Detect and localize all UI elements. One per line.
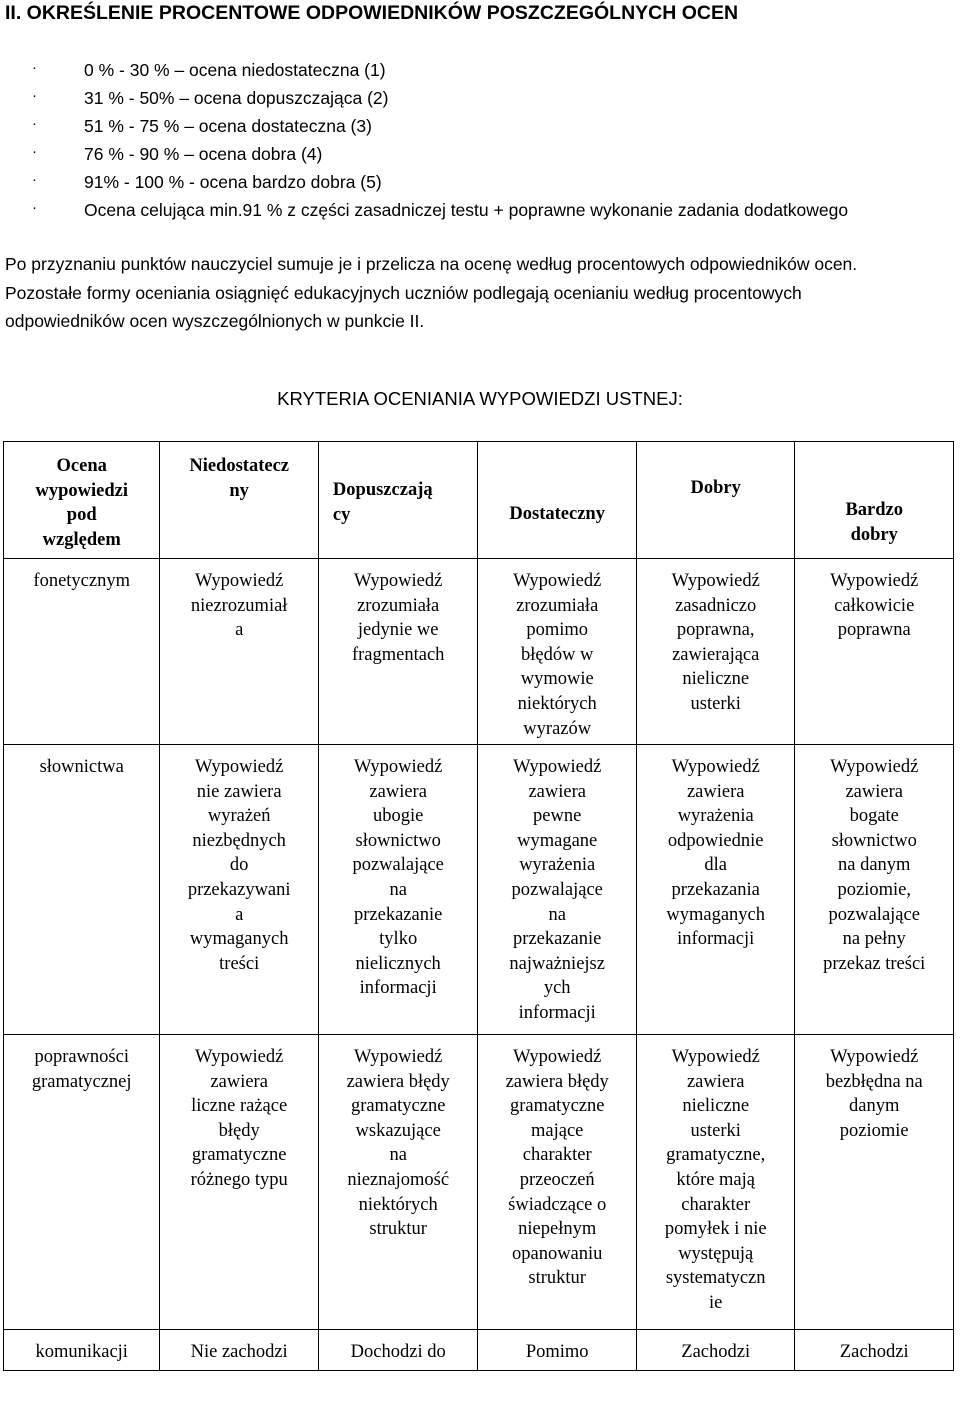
- cell-line: Dopuszczają: [332, 480, 433, 500]
- bullet-icon: ·: [32, 87, 37, 104]
- aspect-cell: [4, 745, 160, 1035]
- bullet-icon: ·: [32, 115, 37, 132]
- cell-line: przekazywani: [187, 879, 291, 900]
- cell-line: słownictwo: [831, 830, 917, 851]
- criteria-cell: [318, 745, 478, 1035]
- cell-line: zawiera: [686, 781, 745, 802]
- cell-line: które mają: [676, 1169, 755, 1190]
- cell-line: usterki: [690, 1120, 741, 1141]
- bullet-icon: ·: [32, 59, 37, 76]
- cell-line: niektórych: [517, 693, 597, 714]
- table-header-row: [4, 442, 954, 559]
- cell-line: jedynie we: [357, 620, 439, 641]
- criteria-cell: [160, 745, 319, 1035]
- cell-line: bogate: [849, 806, 899, 827]
- aspect-cell: [4, 1035, 160, 1330]
- aspect-cell: [4, 1330, 160, 1371]
- cell-line: zrozumiała: [357, 595, 440, 616]
- cell-line: mające: [531, 1120, 584, 1141]
- cell-line: poziomie,: [837, 879, 911, 900]
- cell-line: wyrażenia: [519, 855, 596, 876]
- criteria-cell: [160, 559, 319, 745]
- cell-line: przeoczeń: [519, 1169, 595, 1190]
- table-row: [4, 1330, 954, 1371]
- cell-line: informacji: [518, 1002, 596, 1023]
- cell-line: poprawna,: [676, 620, 755, 641]
- criteria-title: KRYTERIA OCENIANIA WYPOWIEDZI USTNEJ:: [277, 388, 683, 409]
- cell-line: pomimo: [526, 620, 589, 641]
- cell-line: wypowiedzi: [35, 480, 128, 501]
- cell-line: wyrażeń: [207, 806, 271, 827]
- cell-line: zawiera: [686, 1071, 745, 1092]
- cell-line: niezrozumiał: [190, 595, 288, 616]
- cell-line: odpowiednie: [667, 830, 764, 851]
- criteria-cell: [478, 1330, 637, 1371]
- cell-line: ych: [543, 978, 571, 999]
- criteria-cell: [636, 559, 795, 745]
- criteria-cell: [478, 1035, 637, 1330]
- cell-line: bezbłędna na: [825, 1071, 923, 1092]
- cell-line: wskazujące: [355, 1120, 441, 1141]
- cell-line: charakter: [522, 1145, 592, 1166]
- cell-line: przekaz treści: [823, 953, 926, 974]
- cell-line: nieliczne: [682, 669, 750, 690]
- cell-line: Wypowiedź: [830, 1047, 919, 1067]
- cell-line: charakter: [681, 1194, 751, 1215]
- cell-line: ie: [709, 1292, 723, 1313]
- cell-line: Ocena: [56, 456, 107, 476]
- cell-line: do: [229, 855, 249, 876]
- cell-line: błędów w: [520, 644, 594, 665]
- criteria-cell: [795, 745, 954, 1035]
- cell-line: wyrazów: [523, 718, 592, 739]
- cell-line: przekazanie: [513, 929, 602, 950]
- criteria-cell: [318, 1035, 478, 1330]
- cell-line: względem: [42, 529, 121, 550]
- cell-line: zawiera: [210, 1071, 268, 1092]
- cell-line: pozwalające: [511, 879, 603, 900]
- cell-line: pewne: [533, 806, 582, 827]
- cell-line: usterki: [690, 693, 741, 714]
- cell-line: fragmentach: [351, 644, 445, 665]
- cell-line: treści: [219, 953, 260, 974]
- cell-line: nie zawiera: [196, 781, 282, 802]
- cell-line: komunikacji: [35, 1342, 128, 1362]
- cell-line: Dochodzi do: [350, 1342, 446, 1362]
- cell-line: niepełnym: [518, 1219, 597, 1240]
- cell-line: a: [235, 620, 244, 641]
- cell-line: poziomie: [839, 1120, 909, 1141]
- cell-line: gramatyczne: [350, 1096, 446, 1117]
- cell-line: dla: [704, 855, 727, 876]
- cell-line: cy: [332, 504, 351, 525]
- cell-line: przekazanie: [354, 904, 443, 925]
- cell-line: na: [548, 904, 566, 925]
- cell-line: struktur: [369, 1219, 427, 1240]
- cell-line: informacji: [677, 929, 755, 950]
- cell-line: niektórych: [358, 1194, 438, 1215]
- cell-line: gramatycznej: [31, 1071, 132, 1092]
- cell-line: wymaganych: [666, 904, 766, 925]
- cell-line: wyrażenia: [677, 806, 754, 827]
- cell-line: błędy: [218, 1120, 260, 1141]
- cell-line: zawiera: [369, 781, 427, 802]
- criteria-cell: [795, 559, 954, 745]
- cell-line: na: [389, 1145, 407, 1166]
- cell-line: zawiera: [845, 781, 903, 802]
- cell-line: pozwalające: [352, 855, 444, 876]
- paragraph-line: odpowiedników ocen wyszczególnionych w punkcie II.: [5, 311, 425, 331]
- cell-line: pozwalające: [828, 904, 920, 925]
- header-cell: [636, 442, 795, 559]
- cell-line: najważniejsz: [509, 953, 605, 974]
- cell-line: Pomimo: [525, 1342, 589, 1362]
- cell-line: systematyczn: [665, 1268, 766, 1289]
- criteria-table: [3, 441, 954, 1371]
- criteria-cell: [478, 559, 637, 745]
- cell-line: pod: [66, 505, 97, 526]
- cell-line: zawiera błędy: [505, 1071, 609, 1092]
- cell-line: dobry: [850, 524, 898, 545]
- header-cell: [318, 442, 478, 559]
- cell-line: różnego typu: [190, 1169, 288, 1190]
- cell-line: danym: [849, 1096, 900, 1117]
- paragraph-line: Pozostałe formy oceniania osiągnięć edukacyjnych uczniów podlegają ocenianiu według procentowych: [5, 283, 802, 303]
- cell-line: na: [389, 879, 407, 900]
- table-row: [4, 1035, 954, 1330]
- cell-line: niezbędnych: [192, 830, 286, 851]
- criteria-cell: [795, 1035, 954, 1330]
- header-cell: [4, 442, 160, 559]
- cell-line: przekazania: [671, 879, 760, 900]
- criteria-cell: [318, 1330, 478, 1371]
- cell-line: Wypowiedź: [195, 571, 284, 591]
- cell-line: Wypowiedź: [671, 757, 760, 777]
- cell-line: świadczące o: [508, 1194, 607, 1215]
- cell-line: ny: [229, 480, 249, 501]
- cell-line: Wypowiedź: [354, 757, 443, 777]
- cell-line: a: [235, 904, 244, 925]
- cell-line: Bardzo: [845, 500, 903, 520]
- criteria-cell: [636, 745, 795, 1035]
- cell-line: Wypowiedź: [671, 571, 760, 591]
- header-cell: [478, 442, 637, 559]
- cell-line: gramatyczne,: [666, 1145, 766, 1166]
- cell-line: całkowicie: [834, 595, 915, 616]
- criteria-cell: [160, 1035, 319, 1330]
- cell-line: zawiera: [528, 781, 586, 802]
- cell-line: Wypowiedź: [195, 757, 284, 777]
- cell-line: ubogie: [373, 806, 424, 827]
- criteria-cell: [636, 1330, 795, 1371]
- cell-line: na danym: [838, 855, 911, 876]
- cell-line: Wypowiedź: [513, 1047, 602, 1067]
- cell-line: nieznajomość: [347, 1169, 450, 1190]
- table-row: [4, 559, 954, 745]
- cell-line: występują: [678, 1243, 754, 1264]
- cell-line: informacji: [359, 978, 437, 999]
- bullet-icon: ·: [32, 171, 37, 188]
- cell-line: wymowie: [520, 669, 594, 690]
- cell-line: pomyłek i nie: [664, 1219, 767, 1240]
- cell-line: zrozumiała: [516, 595, 599, 616]
- cell-line: Wypowiedź: [513, 757, 602, 777]
- cell-line: poprawna: [837, 620, 911, 641]
- cell-line: gramatyczne: [509, 1096, 605, 1117]
- cell-line: gramatyczne: [191, 1145, 287, 1166]
- cell-line: Nie zachodzi: [190, 1342, 288, 1362]
- cell-line: Dostateczny: [509, 504, 605, 524]
- cell-line: Wypowiedź: [671, 1047, 760, 1067]
- criteria-cell: [795, 1330, 954, 1371]
- cell-line: Zachodzi: [839, 1342, 909, 1362]
- bullet-icon: ·: [32, 143, 37, 160]
- cell-line: poprawności: [34, 1047, 129, 1067]
- cell-line: Niedostatecz: [189, 456, 289, 476]
- criteria-cell: [478, 745, 637, 1035]
- cell-line: Wypowiedź: [195, 1047, 284, 1067]
- cell-line: zawierająca: [672, 644, 760, 665]
- cell-line: nieliczne: [682, 1096, 750, 1117]
- cell-line: wymaganych: [189, 929, 289, 950]
- cell-line: tylko: [379, 929, 418, 950]
- criteria-cell: [318, 559, 478, 745]
- cell-line: nielicznych: [355, 953, 441, 974]
- cell-line: opanowaniu: [511, 1243, 603, 1264]
- paragraph-line: Po przyznaniu punktów nauczyciel sumuje je i przelicza na ocenę według procentowych odpowiedników ocen.: [5, 254, 858, 274]
- cell-line: zawiera błędy: [346, 1071, 450, 1092]
- criteria-cell: [636, 1035, 795, 1330]
- cell-line: słownictwo: [355, 830, 441, 851]
- cell-line: Zachodzi: [681, 1342, 751, 1362]
- cell-line: struktur: [528, 1268, 586, 1289]
- cell-line: zasadniczo: [675, 595, 757, 616]
- table-row: [4, 745, 954, 1035]
- header-cell: [795, 442, 954, 559]
- cell-line: Wypowiedź: [830, 757, 919, 777]
- cell-line: fonetycznym: [33, 571, 130, 591]
- section-heading: II. OKREŚLENIE PROCENTOWE ODPOWIEDNIKÓW POSZCZEGÓLNYCH OCEN: [5, 2, 739, 24]
- cell-line: Wypowiedź: [830, 571, 919, 591]
- cell-line: na pełny: [842, 929, 906, 950]
- criteria-cell: [160, 1330, 319, 1371]
- cell-line: słownictwa: [39, 757, 124, 777]
- cell-line: Dobry: [690, 478, 741, 498]
- cell-line: Wypowiedź: [354, 571, 443, 591]
- cell-line: Wypowiedź: [354, 1047, 443, 1067]
- cell-line: wymagane: [517, 830, 598, 851]
- header-cell: [160, 442, 319, 559]
- cell-line: Wypowiedź: [513, 571, 602, 591]
- aspect-cell: [4, 559, 160, 745]
- cell-line: liczne rażące: [191, 1096, 288, 1117]
- bullet-icon: ·: [32, 199, 37, 216]
